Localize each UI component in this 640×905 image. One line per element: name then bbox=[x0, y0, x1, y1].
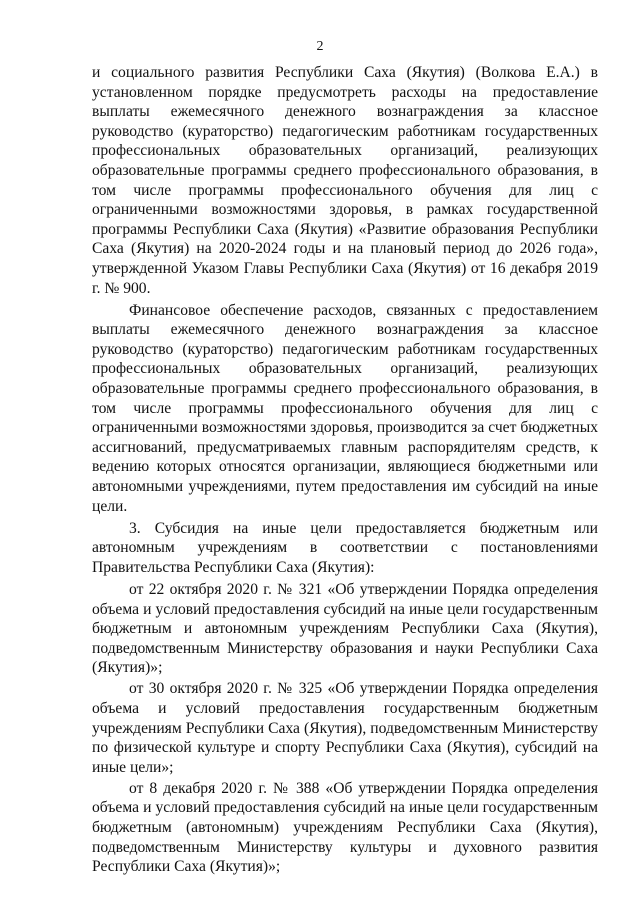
paragraph-decree-325: от 30 октября 2020 г. № 325 «Об утверждении Порядка определения объема и условий предоставления государственным бюджетным учреждениям Республики Саха (Якутия), подведомственным Министерству по физической культуре и спорту Республики Саха (Якутия), субсидий на иные цели»; bbox=[92, 680, 598, 776]
paragraph-decree-321: от 22 октября 2020 г. № 321 «Об утверждении Порядка определения объема и условий предоставления субсидий на иные цели государственным бюджетным и автономным учреждениям Республики Саха (Якутия), подведомственным Министерству образования и науки Республики Саха (Якутия)»; bbox=[92, 580, 598, 677]
paragraph-item-3: 3. Субсидия на иные цели предоставляется бюджетным или автономным учреждениям в соответствии с постановлениями Правительства Республики Саха (Якутия): bbox=[92, 519, 598, 576]
paragraph-decree-388: от 8 декабря 2020 г. № 388 «Об утверждении Порядка определения объема и условий предоставления субсидий на иные цели государственным бюджетным (автономным) учреждениям Республики Саха (Якутия), подведомственным Министерству культуры и духовного развития Республики Саха (Якутия)»; bbox=[92, 779, 598, 876]
paragraph-financing: Финансовое обеспечение расходов, связанных с предоставлением выплаты ежемесячного денежного вознаграждения за классное руководство (кураторство) педагогическим работникам государственных профессиональных образовательных организаций, реализующих образовательные программы среднего профессионального образования, в том числе программы профессионального обучения для лиц с ограниченными возможностями здоровья, производится за счет бюджетных ассигнований, предусматриваемых главным распорядителям средств, к ведению которых относятся организации, являющиеся бюджетными или автономными учреждениями, путем предоставления им субсидий на иные цели. bbox=[92, 301, 598, 515]
paragraph-continuation: и социального развития Республики Саха (Якутия) (Волкова Е.А.) в установленном порядке предусмотреть расходы на предоставление выплаты ежемесячного денежного вознаграждения за классное руководство (кураторство) педагогическим работникам государственных профессиональных образовательных организаций, реализующих образовательные программы среднего профессионального образования, в том числе программы профессионального обучения для лиц с ограниченными возможностями здоровья, в рамках государственной программы Республики Саха (Якутия) «Развитие образования Республики Саха (Якутия) на 2020-2024 годы и на плановый период до 2026 года», утвержденной Указом Главы Республики Саха (Якутия) от 16 декабря 2019 г. № 900. bbox=[92, 64, 598, 297]
page-number: 2 bbox=[316, 39, 324, 54]
document-body bbox=[92, 63, 598, 877]
